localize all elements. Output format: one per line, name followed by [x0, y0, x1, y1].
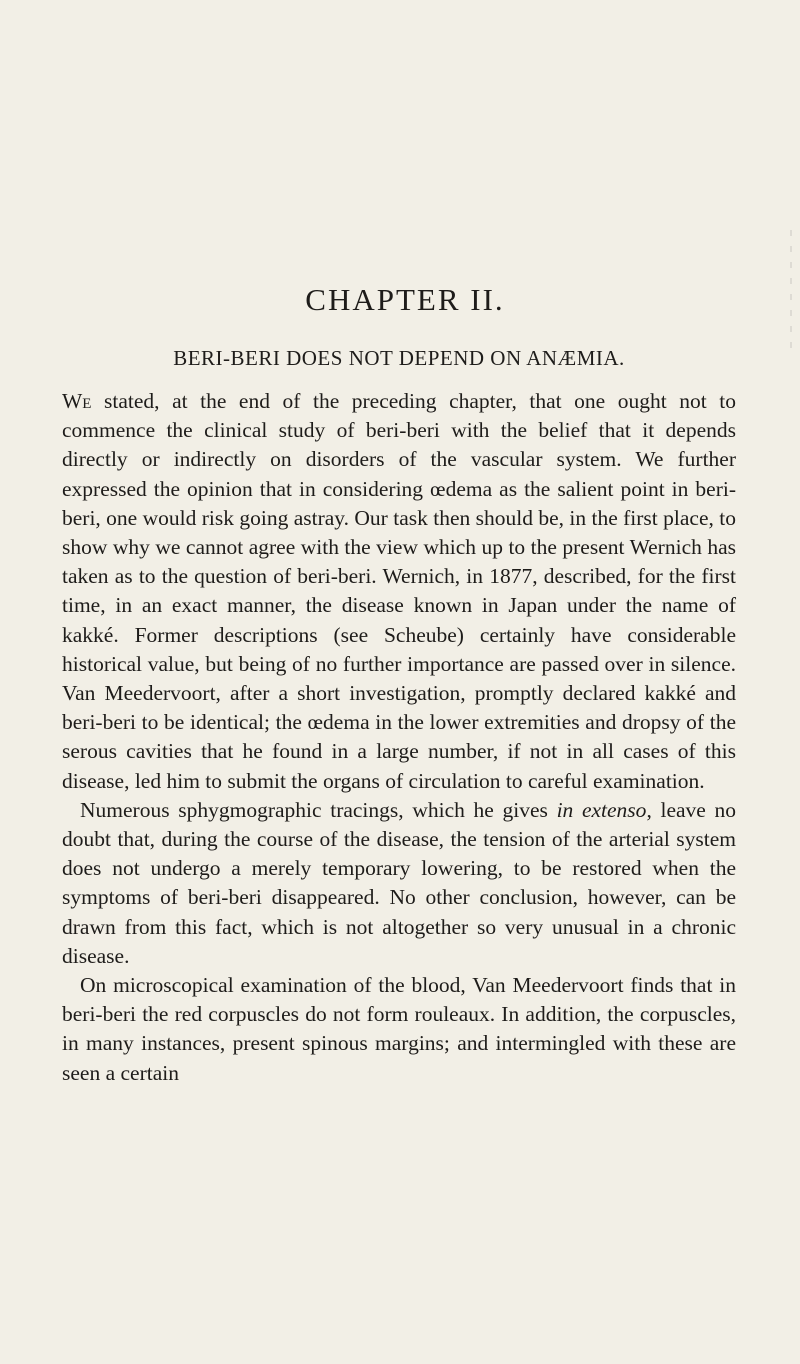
page-edge-mark: [788, 230, 794, 350]
paragraph-2-text-end: , leave no doubt that, during the course of the disease, the tension of the arterial system does not undergo a merely temporary lowering, to be restored when the symptoms of beri-beri disappeared. No other conclusion, however, can be drawn from this fact, which is not altogether so very unusual in a chronic disease.: [62, 797, 737, 968]
paragraph-3: [62, 971, 736, 1088]
body-text: [62, 387, 736, 1088]
paragraph-3-text: On microscopical examination of the blood, Van Meedervoort finds that in beri-beri the red corpuscles do not form rouleaux. In addition, the corpuscles, in many instances, present spinous margins; and intermingled with these are seen a certain: [62, 973, 736, 1085]
paragraph-1: [62, 387, 736, 796]
paragraph-1-text: stated, at the end of the preceding chapter, that one ought not to commence the clinical study of beri-beri with the belief that it depends directly or indirectly on disorders of the vascular system. We further expressed the opinion that in considering œdema as the salient point in beri-beri, one would risk going astray. Our task then should be, in the first place, to show why we cannot agree with the view which up to the present Wernich has taken as to the question of beri-beri. Wernich, in 1877, described, for the first time, in an exact manner, the disease known in Japan under the name of kakké. Former descriptions (see Scheube) certainly have considerable historical value, but being of no further importance are passed over in silence. Van Meedervoort, after a short investigation, promptly declared kakké and beri-beri to be identical; the œdema in the lower extremities and dropsy of the serous cavities that he found in a large number, if not in all cases of this disease, led him to submit the organs of circulation to careful examination.: [62, 389, 736, 793]
chapter-title: CHAPTER II.: [305, 282, 505, 317]
paragraph-2-italic-phrase: in extenso: [556, 797, 647, 822]
paragraph-1-lead-word: We: [62, 389, 92, 413]
paragraph-2-text-start: Numerous sphygmographic tracings, which he gives: [80, 797, 557, 822]
paragraph-2: [62, 796, 736, 971]
chapter-subtitle: BERI-BERI DOES NOT DEPEND ON ANÆMIA.: [173, 346, 625, 370]
